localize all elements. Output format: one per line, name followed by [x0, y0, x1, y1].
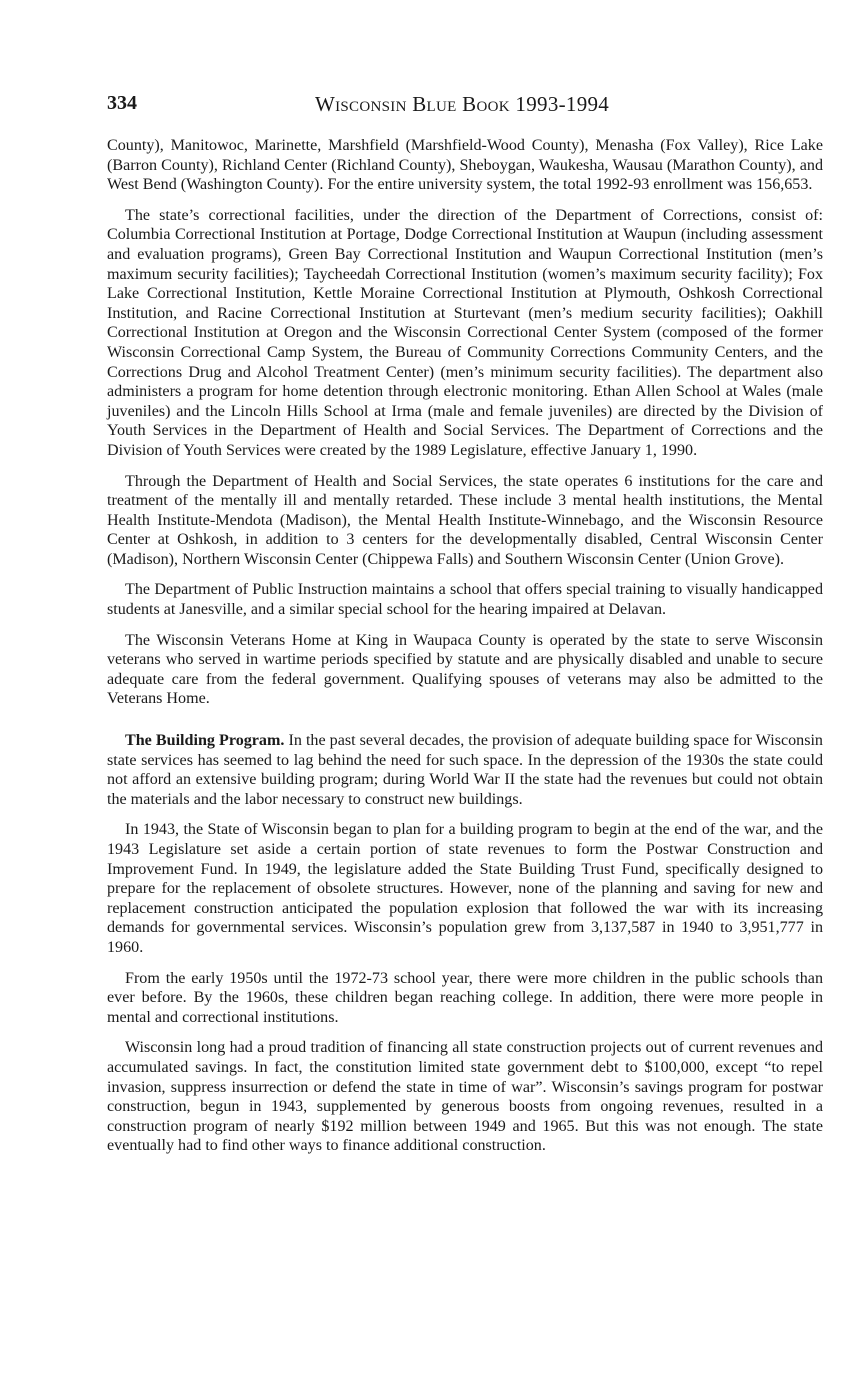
- paragraph-building-program: [107, 731, 823, 809]
- paragraph-public-instruction-schools: The Department of Public Instruction maintains a school that offers special training to visually handicapped students at Janesville, and a similar special school for the hearing impaired at Delavan.: [107, 581, 823, 619]
- page-number: 334: [107, 92, 137, 114]
- page-header: [107, 92, 823, 122]
- paragraph-building-program-text: In the past several decades, the provision of adequate building space for Wisconsin state services has seemed to lag behind the need for such space. In the depression of the 1930s the state could not afford an extensive building program; during World War II the state had the revenues but could not obtain the materials and the labor necessary to construct new buildings.: [107, 732, 823, 808]
- paragraph-veterans-home: The Wisconsin Veterans Home at King in Waupaca County is operated by the state to serve Wisconsin veterans who served in wartime periods specified by statute and are physically disabled and unable to secure adequate care from the federal government. Qualifying spouses of veterans may also be admitted to the Veterans Home.: [107, 631, 823, 708]
- paragraph-correctional-facilities: The state’s correctional facilities, under the direction of the Department of Corrections, consist of: Columbia Correctional Institution at Portage, Dodge Correctional Institution at Waupun (including assessment and evaluation programs), Green Bay Correctional Institution and Waupun Correctional Institution (men’s maximum security facilities); Taycheedah Correctional Institution (women’s maximum security facility); Fox Lake Correctional Institution, Kettle Moraine Correctional Institution at Plymouth, Oshkosh Correctional Institution, and Racine Correctional Institution at Sturtevant (men’s medium security facilities); Oakhill Correctional Institution at Oregon and the Wisconsin Correctional Center System (composed of the former Wisconsin Correctional Camp System, the Bureau of Community Corrections Community Centers, and the Corrections Drug and Alcohol Treatment Center) (men’s minimum security facilities). The department also administers a program for home detention through electronic monitoring. Ethan Allen School at Wales (male juveniles) and the Lincoln Hills School at Irma (male and female juveniles) are directed by the Division of Youth Services in the Department of Health and Social Services. The Department of Corrections and the Division of Youth Services were created by the 1989 Legislature, effective January 1, 1990.: [107, 206, 823, 459]
- paragraph-postwar-fund: In 1943, the State of Wisconsin began to plan for a building program to begin at the end of the war, and the 1943 Legislature set aside a certain portion of state revenues to form the Postwar Construction and Improvement Fund. In 1949, the legislature added the State Building Trust Fund, specifically designed to prepare for the replacement of obsolete structures. However, none of the planning and saving for new and replacement construction anticipated the population explosion that followed the war with its increasing demands for governmental services. Wisconsin’s population grew from 3,137,587 in 1940 to 3,951,777 in 1960.: [107, 821, 823, 956]
- running-head: Wisconsin Blue Book 1993-1994: [315, 92, 610, 116]
- paragraph-health-institutions: Through the Department of Health and Social Services, the state operates 6 institutions for the care and treatment of the mentally ill and mentally retarded. These include 3 mental health institutions, the Mental Health Institute-Mendota (Madison), the Mental Health Institute-Winnebago, and the Wisconsin Resource Center at Oshkosh, in addition to 3 centers for the developmentally disabled, Central Wisconsin Center (Madison), Northern Wisconsin Center (Chippewa Falls) and Southern Wisconsin Center (Union Grove).: [107, 472, 823, 568]
- paragraph-construction-financing: Wisconsin long had a proud tradition of financing all state construction projects out of current revenues and accumulated savings. In fact, the constitution limited state government debt to $100,000, except “to repel invasion, suppress insurrection or defend the state in time of war”. Wisconsin’s savings program for postwar construction, begun in 1943, supplemented by generous boosts from ongoing revenues, resulted in a construction program of nearly $192 million between 1949 and 1965. But this was not enough. The state eventually had to find other ways to finance additional construction.: [107, 1039, 823, 1155]
- paragraph-school-growth: From the early 1950s until the 1972-73 school year, there were more children in the public schools than ever before. By the 1960s, these children began reaching college. In addition, there were more people in mental and correctional institutions.: [107, 969, 823, 1026]
- document-page: [107, 92, 823, 1167]
- section-heading-building-program: The Building Program.: [125, 732, 285, 750]
- paragraph-university-campuses: County), Manitowoc, Marinette, Marshfield (Marshfield-Wood County), Menasha (Fox Valley), Rice Lake (Barron County), Richland Center (Richland County), Sheboygan, Waukesha, Wausau (Marathon County), and West Bend (Washington County). For the entire university system, the total 1992-93 enrollment was 156,653.: [107, 137, 823, 194]
